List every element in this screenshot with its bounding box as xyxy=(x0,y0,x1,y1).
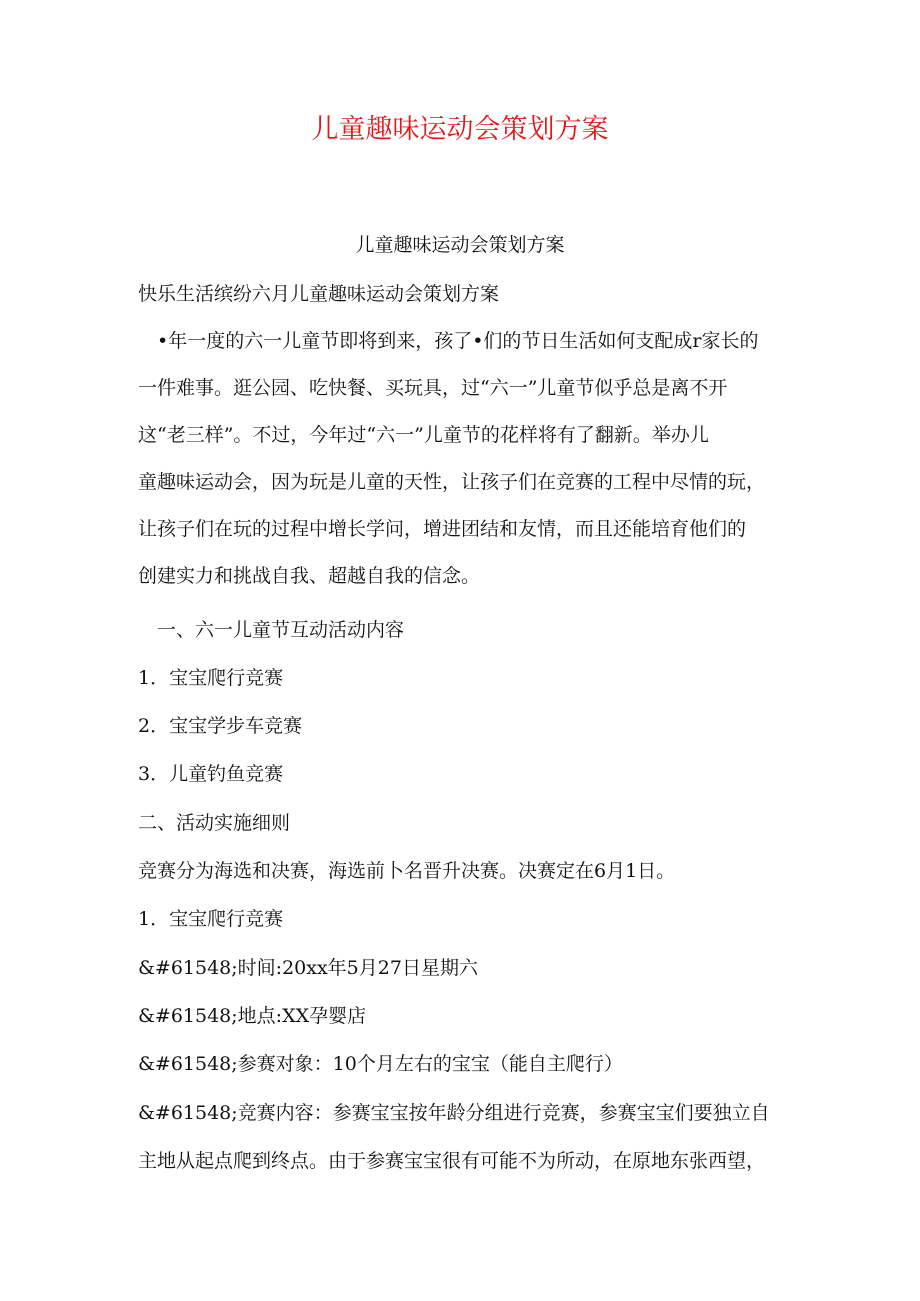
intro-line: 童趣味运动会，因为玩是儿童的天性，让孩子们在竞赛的工程中尽情的玩， xyxy=(138,471,766,493)
intro-line: •年一度的六一儿童节即将到来，孩了•们的节日生活如何支配成r家长的 xyxy=(157,330,759,352)
list-item: 1．宝宝爬行竞赛 xyxy=(138,667,284,689)
heading-line: 快乐生活缤纷六月儿童趣味运动会策划方案 xyxy=(138,283,500,305)
list-item: 3．儿童钓鱼竞赛 xyxy=(138,763,284,785)
document-title: 儿童趣味运动会策划方案 xyxy=(311,114,609,145)
intro-line: 一件难事。逛公园、吃快餐、买玩具，过“六一”儿童节似乎总是离不开 xyxy=(138,377,728,399)
list-item: 2．宝宝学步车竞赛 xyxy=(138,715,303,737)
event-detail: &#61548;竞赛内容：参赛宝宝按年龄分组进行竞赛，参赛宝宝们要独立自 xyxy=(138,1102,770,1124)
section2-intro: 竞赛分为海选和决赛，海选前卜名晋升决赛。决赛定在6月1日。 xyxy=(138,860,676,882)
event-detail: &#61548;地点:XX孕婴店 xyxy=(138,1005,367,1027)
document-subtitle: 儿童趣味运动会策划方案 xyxy=(355,234,565,256)
event1-heading: 1．宝宝爬行竞赛 xyxy=(138,908,284,930)
event-detail: 主地从起点爬到终点。由于参赛宝宝很有可能不为所动，在原地东张西望， xyxy=(138,1150,766,1172)
section2-heading: 二、活动实施细则 xyxy=(138,812,291,834)
intro-line: 让孩子们在玩的过程中增长学问，增进团结和友情，而且还能培育他们的 xyxy=(138,518,747,540)
intro-line: 这“老三样”。不过，今年过“六一”儿童节的花样将有了翻新。举办儿 xyxy=(138,424,709,446)
event-detail: &#61548;参赛对象：10个月左右的宝宝（能自主爬行） xyxy=(138,1053,623,1075)
section1-heading: 一、六一儿童节互动活动内容 xyxy=(157,619,405,641)
intro-line: 创建实力和挑战自我、超越自我的信念。 xyxy=(138,565,481,587)
event-detail: &#61548;时间:20xx年5月27日星期六 xyxy=(138,957,478,979)
